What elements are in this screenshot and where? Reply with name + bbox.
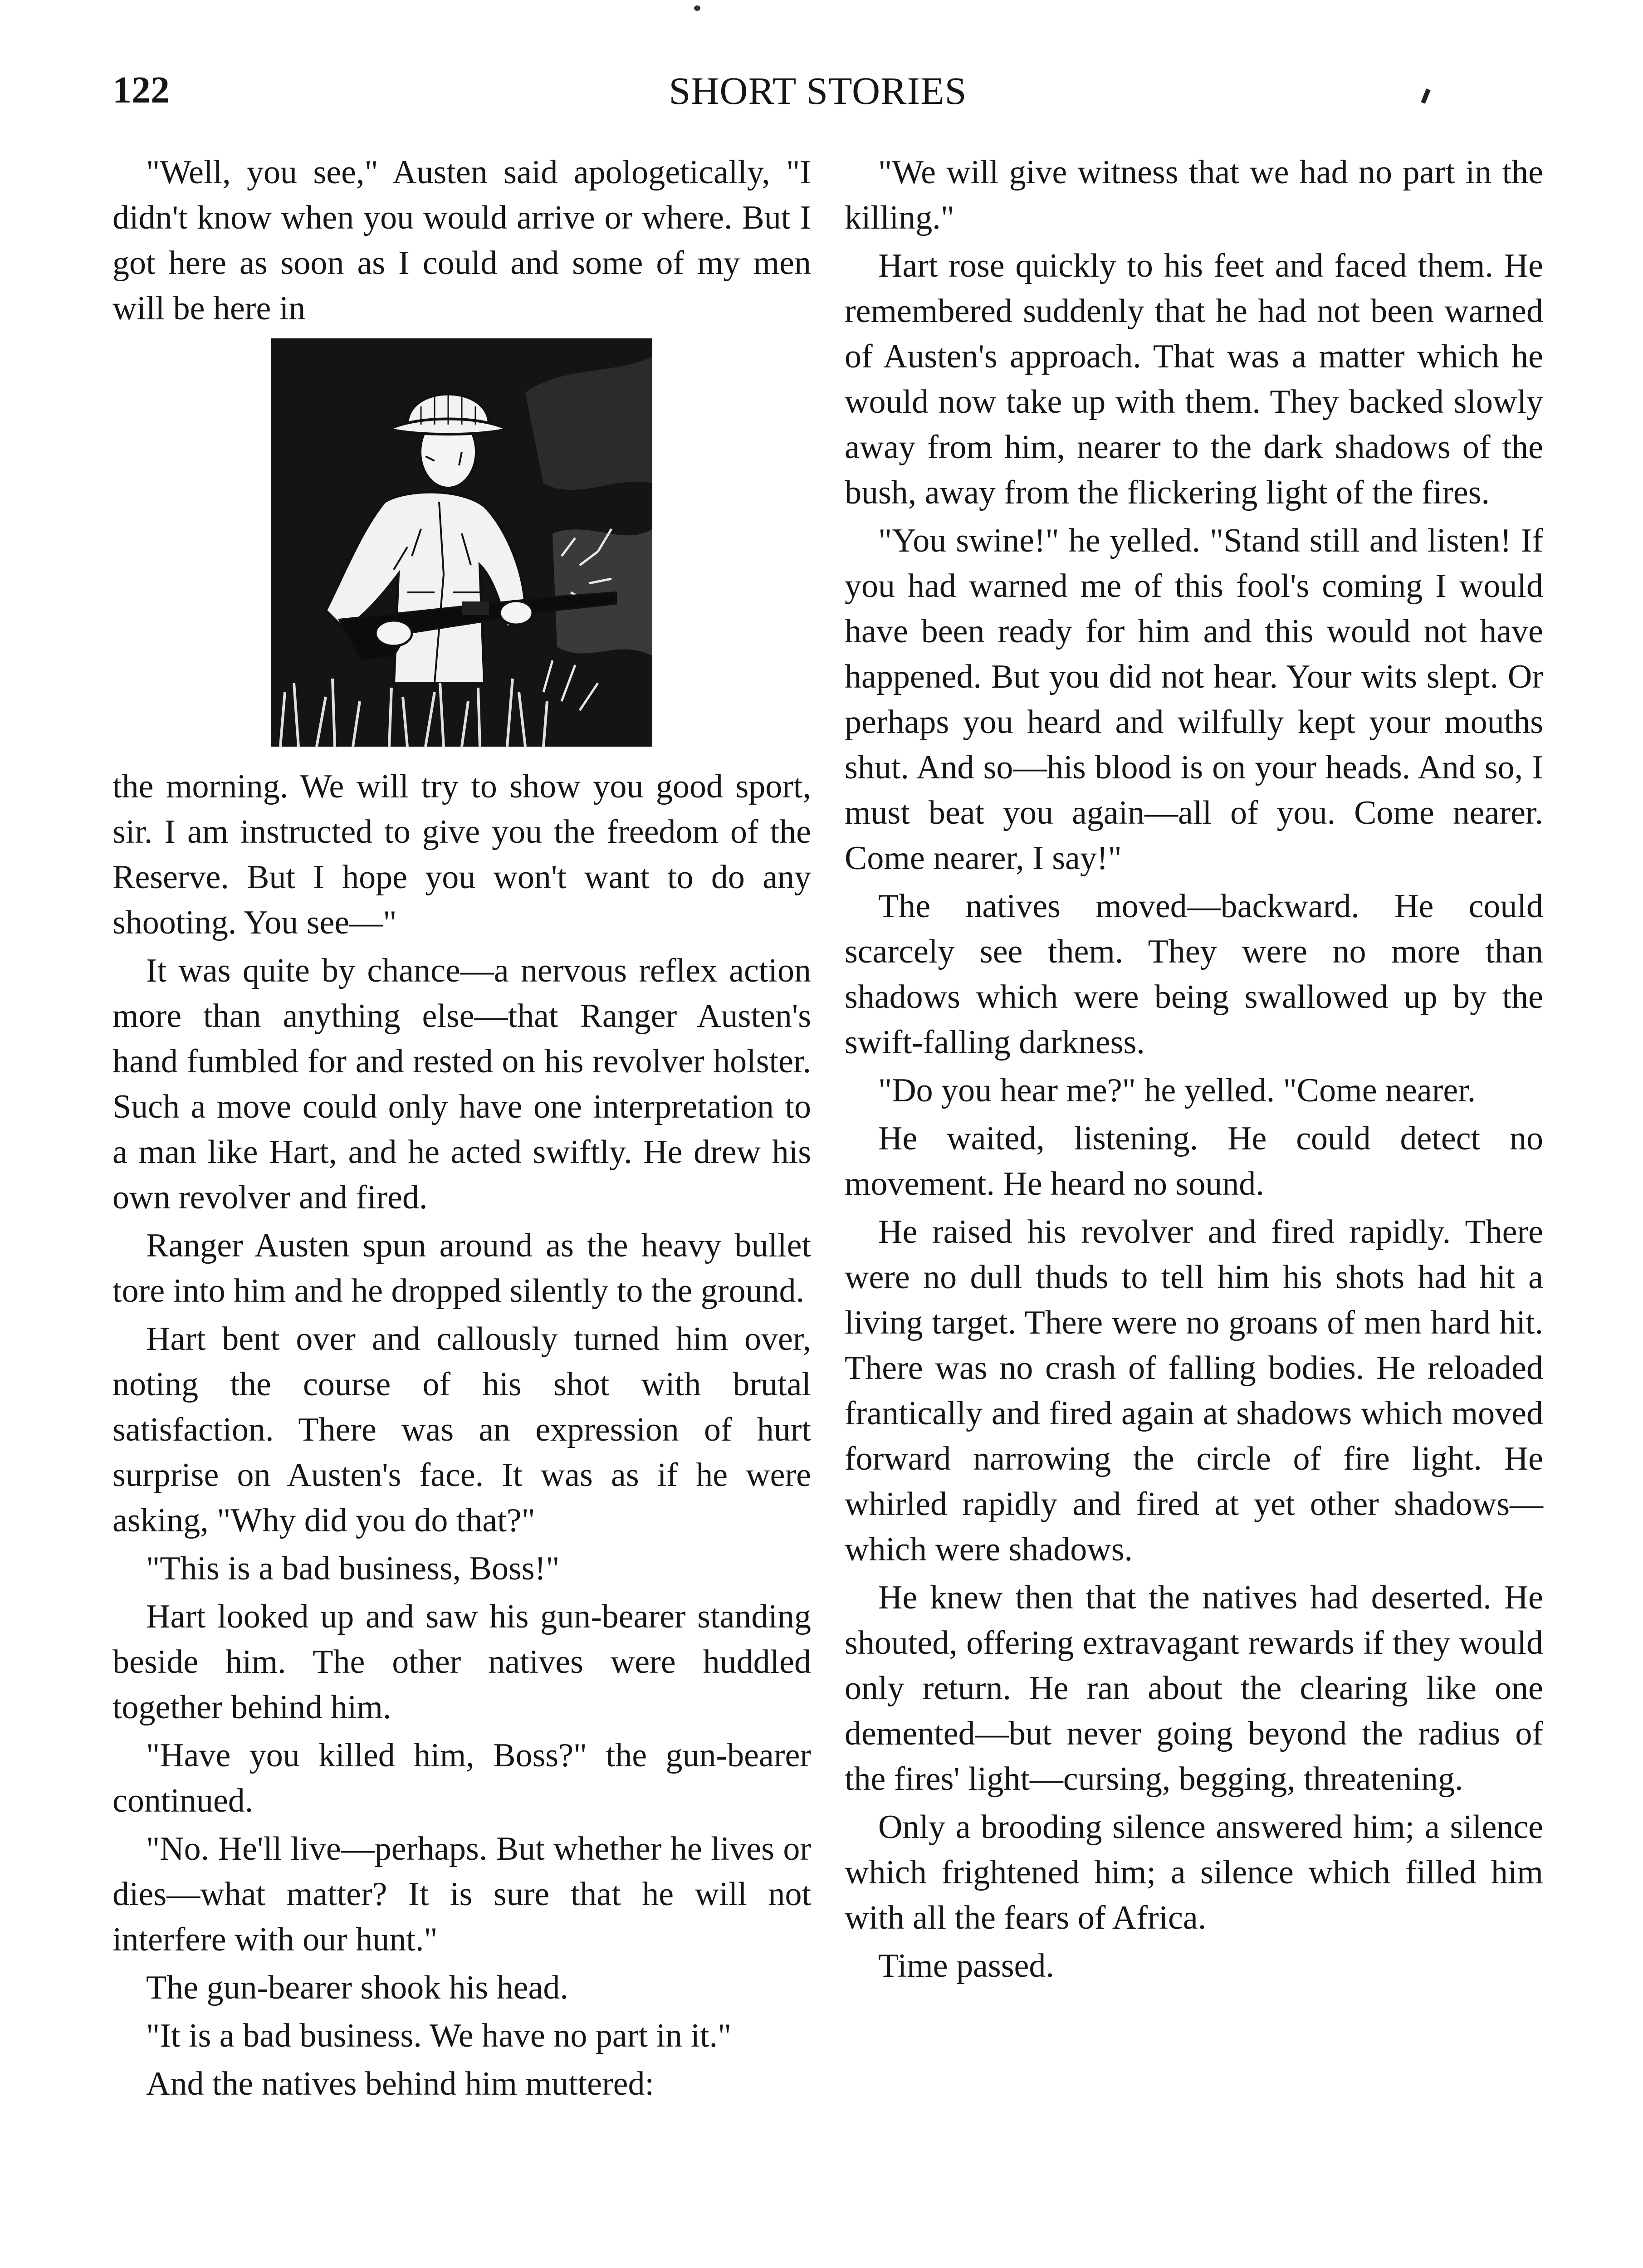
paragraph: "You swine!" he yelled. "Stand still and listen! If you had warned me of this fool's coming I would have been ready for him and this would not have happened. But you did not hear. Your wits slept. Or perhaps you heard and wilfully kept your mouths shut. And so—his blood is on your heads. And so, I must beat you again—all of you. Come nearer. Come nearer, I say!"	[845, 522, 1543, 877]
page-number: 122	[112, 69, 170, 111]
paragraph: Hart rose quickly to his feet and faced them. He remembered suddenly that he had not been warned of Austen's approach. That was a matter which he would now take up with them. They backed slowly away from him, nearer to the dark shadows of the bush, away from the flickering light of the fires.	[845, 247, 1543, 511]
paragraph: He waited, listening. He could detect no movement. He heard no sound.	[845, 1120, 1543, 1202]
print-speck	[694, 5, 700, 11]
left-column	[112, 150, 811, 2109]
right-column	[845, 150, 1543, 1991]
paragraph: "This is a bad business, Boss!"	[146, 1550, 560, 1587]
paragraph: "We will give witness that we had no part in the killing."	[845, 154, 1543, 236]
paragraph: "No. He'll live—perhaps. But whether he lives or dies—what matter? It is sure that he will not interfere with our hunt."	[112, 1830, 811, 1958]
paragraph: Hart bent over and callously turned him over, noting the course of his shot with brutal satisfaction. There was an expression of hurt surprise on Austen's face. It was as if he were asking, "Why did you do that?"	[112, 1320, 811, 1539]
paragraph: "Well, you see," Austen said apologetically, "I didn't know when you would arrive or where. But I got here as soon as I could and some of my men will be here in	[112, 154, 811, 327]
hunter-with-rifle-illustration	[271, 338, 652, 747]
paragraph: Ranger Austen spun around as the heavy bullet tore into him and he dropped silently to the ground.	[112, 1227, 811, 1310]
page-header	[112, 68, 1523, 122]
paragraph: "Have you killed him, Boss?" the gun-bearer continued.	[112, 1737, 811, 1819]
paragraph: Only a brooding silence answered him; a silence which frightened him; a silence which filled him with all the fears of Africa.	[845, 1809, 1543, 1936]
paragraph: Time passed.	[878, 1947, 1054, 1984]
paragraph: the morning. We will try to show you good sport, sir. I am instructed to give you the freedom of the Reserve. But I hope you won't want to do any shooting. You see—"	[112, 768, 811, 941]
paragraph: It was quite by chance—a nervous reflex action more than anything else—that Ranger Austen's hand fumbled for and rested on his revolver holster. Such a move could only have one interpretation to a man like Hart, and he acted swiftly. He drew his own revolver and fired.	[112, 952, 811, 1216]
running-head: SHORT STORIES	[669, 69, 967, 112]
paragraph: The natives moved—backward. He could scarcely see them. They were no more than shadows which were being swallowed up by the swift-falling darkness.	[845, 888, 1543, 1061]
paragraph: "It is a bad business. We have no part in it."	[146, 2017, 732, 2054]
paragraph: Hart looked up and saw his gun-bearer standing beside him. The other natives were huddled together behind him.	[112, 1598, 811, 1726]
paragraph: The gun-bearer shook his head.	[146, 1969, 568, 2006]
paragraph: "Do you hear me?" he yelled. "Come nearer.	[878, 1072, 1476, 1109]
paragraph: He raised his revolver and fired rapidly. There were no dull thuds to tell him his shots had hit a living target. There were no groans of men hard hit. There was no crash of falling bodies. He reloaded frantically and fired again at shadows which moved forward narrowing the circle of fire light. He whirled rapidly and fired at yet other shadows—which were shadows.	[845, 1213, 1543, 1568]
paragraph: He knew then that the natives had deserted. He shouted, offering extravagant rewards if they would only return. He ran about the clearing like one demented—but never going beyond the radius of the fires' light—cursing, begging, threatening.	[845, 1579, 1543, 1798]
paragraph: And the natives behind him muttered:	[146, 2065, 655, 2102]
